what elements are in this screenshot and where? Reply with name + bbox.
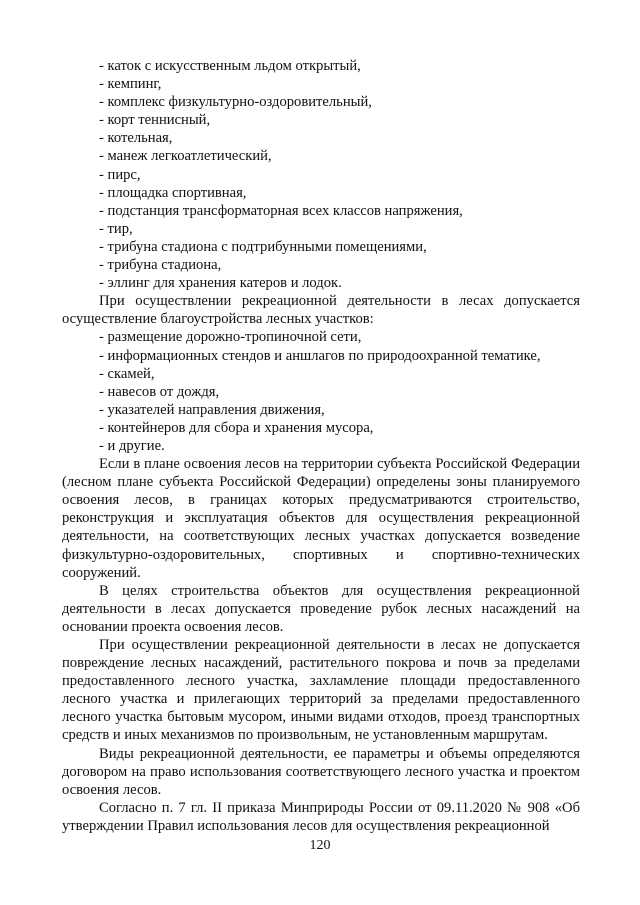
paragraph-prohibitions: При осуществлении рекреационной деятельности в лесах не допускается повреждение лесных насаждений, растительного покрова и почв за пределами предоставленного лесного участка, захламление площади предоставленного лесного участка и прилегающих территорий за пределами предоставленного лесного участка бытовым мусором, иными видами отходов, проезд транспортных средств и иных механизмов по произвольным, не установленным маршрутам. <box>62 637 580 744</box>
document-body <box>62 57 580 835</box>
paragraph-felling: В целях строительства объектов для осуществления рекреационной деятельности в лесах допускается проведение рубок лесных насаждений на основании проекта освоения лесов. <box>62 582 580 635</box>
list-item: - тир, <box>99 220 133 237</box>
list-item: - площадка спортивная, <box>99 184 247 201</box>
list-item: - пирс, <box>99 166 141 183</box>
list-item: - размещение дорожно-тропиночной сети, <box>99 329 362 346</box>
list-item: - указателей направления движения, <box>99 401 325 418</box>
list-item: - манеж легкоатлетический, <box>99 148 272 165</box>
list-item: - котельная, <box>99 130 173 147</box>
list-item: - подстанция трансформаторная всех классов напряжения, <box>99 202 463 219</box>
list-item: - эллинг для хранения катеров и лодок. <box>99 275 342 292</box>
list-item: - комплекс физкультурно-оздоровительный, <box>99 94 372 111</box>
list-item: - трибуна стадиона, <box>99 257 222 274</box>
list-item: - корт теннисный, <box>99 112 211 129</box>
page-number: 120 <box>309 838 331 853</box>
paragraph-improvement-intro: При осуществлении рекреационной деятельности в лесах допускается осуществление благоустройства лесных участков: <box>62 293 580 328</box>
list-item: - трибуна стадиона с подтрибунными помещениями, <box>99 238 427 255</box>
list-item: - информационных стендов и аншлагов по природоохранной тематике, <box>99 347 541 364</box>
paragraph-forest-plan: Если в плане освоения лесов на территории субъекта Российской Федерации (лесном плане субъекта Российской Федерации) определены зоны планируемого освоения лесов, в границах которых предусматриваются строительство, реконструкция и эксплуатация объектов для осуществления рекреационной деятельности, на соответствующих лесных участках допускается возведение физкультурно-оздоровительных, спортивных и спортивно-технических сооружений. <box>62 456 580 581</box>
list-item: - контейнеров для сбора и хранения мусора, <box>99 419 374 436</box>
list-item: - скамей, <box>99 365 155 382</box>
paragraph-order-reference: Согласно п. 7 гл. II приказа Минприроды России от 09.11.2020 № 908 «Об утверждении Правил использования лесов для осуществления рекреационной <box>62 799 580 834</box>
list-item: - навесов от дождя, <box>99 383 220 400</box>
recreation-objects-list <box>62 57 580 292</box>
paragraph-contract: Виды рекреационной деятельности, ее параметры и объемы определяются договором на право использования соответствующего лесного участка и проектом освоения лесов. <box>62 745 580 798</box>
list-item: - каток с искусственным льдом открытый, <box>99 58 361 74</box>
list-item: - и другие. <box>99 437 165 454</box>
improvement-list <box>62 328 580 455</box>
list-item: - кемпинг, <box>99 76 162 93</box>
